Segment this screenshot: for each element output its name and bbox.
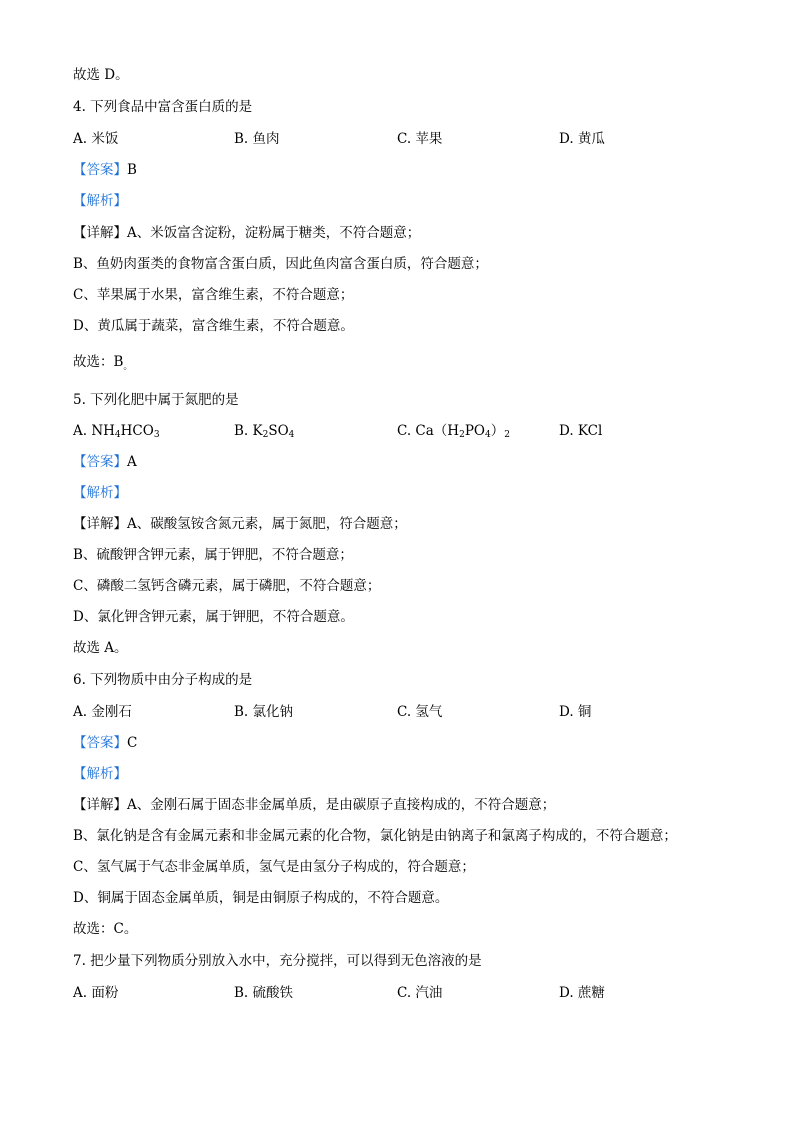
q6-stem: 6. 下列物质中由分子构成的是 [73, 672, 253, 688]
q7-option-d: D. 蔗糖 [559, 985, 605, 1001]
q5-option-b: B. $K_2SO_4$ [234, 423, 295, 440]
q4-option-d: D. 黄瓜 [559, 131, 605, 147]
detail-tag: 【详解】 [73, 225, 127, 241]
q7-option-c: C. 汽油 [397, 985, 443, 1001]
detail-tag: 【详解】 [73, 797, 127, 813]
q7-stem: 7. 把少量下列物质分别放入水中，充分搅拌，可以得到无色溶液的是 [73, 953, 482, 969]
q4-stem: 4. 下列食品中富含蛋白质的是 [73, 99, 253, 115]
q6-choose: 故选：C。 [73, 921, 138, 937]
q4-detail-line [73, 224, 420, 242]
answer-tag: 【答案】 [73, 735, 127, 751]
answer-value: C [127, 735, 138, 751]
q4-detail-d: D、黄瓜属于蔬菜，富含维生素，不符合题意。 [73, 318, 354, 334]
detail-text: A、碳酸氢铵含氮元素，属于氮肥，符合题意； [127, 516, 407, 532]
q6-analysis-tag: 【解析】 [73, 766, 127, 782]
answer-value: B [127, 162, 137, 178]
detail-tag: 【详解】 [73, 516, 127, 532]
detail-text: A、金刚石属于固态非金属单质，是由碳原子直接构成的，不符合题意； [127, 797, 556, 813]
q6-option-b: B. 氯化钠 [234, 704, 294, 720]
q4-choose [73, 353, 132, 376]
q5-option-a: A. $NH_4HCO_3$ [73, 423, 160, 440]
q6-detail-line [73, 796, 555, 814]
q6-detail-b: B、氯化钠是含有金属元素和非金属元素的化合物，氯化钠是由钠离子和氯离子构成的，不符合题意； [73, 828, 677, 844]
q4-option-b: B. 鱼肉 [234, 131, 280, 147]
q4-detail-c: C、苹果属于水果，富含维生素，不符合题意； [73, 287, 354, 303]
q5-detail-d: D、氯化钾含钾元素，属于钾肥，不符合题意。 [73, 609, 354, 625]
q5-choose: 故选 A。 [73, 640, 128, 656]
answer-tag: 【答案】 [73, 454, 127, 470]
q5-detail-b: B、硫酸钾含钾元素，属于钾肥，不符合题意； [73, 547, 353, 563]
q5-stem: 5. 下列化肥中属于氮肥的是 [73, 392, 239, 408]
q5-option-d: D. KCl [559, 423, 603, 439]
q6-answer [73, 734, 137, 752]
q5-detail-line [73, 515, 407, 533]
q5-analysis-tag: 【解析】 [73, 485, 127, 501]
q4-detail-b: B、鱼奶肉蛋类的食物富含蛋白质，因此鱼肉富含蛋白质，符合题意； [73, 256, 488, 272]
q7-option-a: A. 面粉 [73, 985, 119, 1001]
choose-tail: 。 [123, 362, 133, 372]
q6-option-c: C. 氢气 [397, 704, 443, 720]
detail-text: A、米饭富含淀粉，淀粉属于糖类，不符合题意； [127, 225, 421, 241]
answer-value: A [127, 454, 137, 470]
q4-analysis-tag: 【解析】 [73, 193, 127, 209]
q6-detail-c: C、氢气属于气态非金属单质，氢气是由氢分子构成的，符合题意； [73, 859, 475, 875]
choose-text: 故选：B [73, 354, 124, 370]
q5-detail-c: C、磷酸二氢钙含磷元素，属于磷肥，不符合题意； [73, 578, 381, 594]
q4-answer [73, 161, 137, 179]
q5-option-c: C. $Ca(H_2PO_4)_2$ [397, 423, 510, 440]
q5-answer [73, 453, 137, 471]
prev-choose: 故选 D。 [73, 67, 129, 83]
q4-option-a: A. 米饭 [73, 131, 119, 147]
answer-tag: 【答案】 [73, 162, 127, 178]
q4-option-c: C. 苹果 [397, 131, 443, 147]
q6-option-a: A. 金刚石 [73, 704, 132, 720]
q6-option-d: D. 铜 [559, 704, 592, 720]
q6-detail-d: D、铜属于固态金属单质，铜是由铜原子构成的，不符合题意。 [73, 890, 449, 906]
q7-option-b: B. 硫酸铁 [234, 985, 294, 1001]
